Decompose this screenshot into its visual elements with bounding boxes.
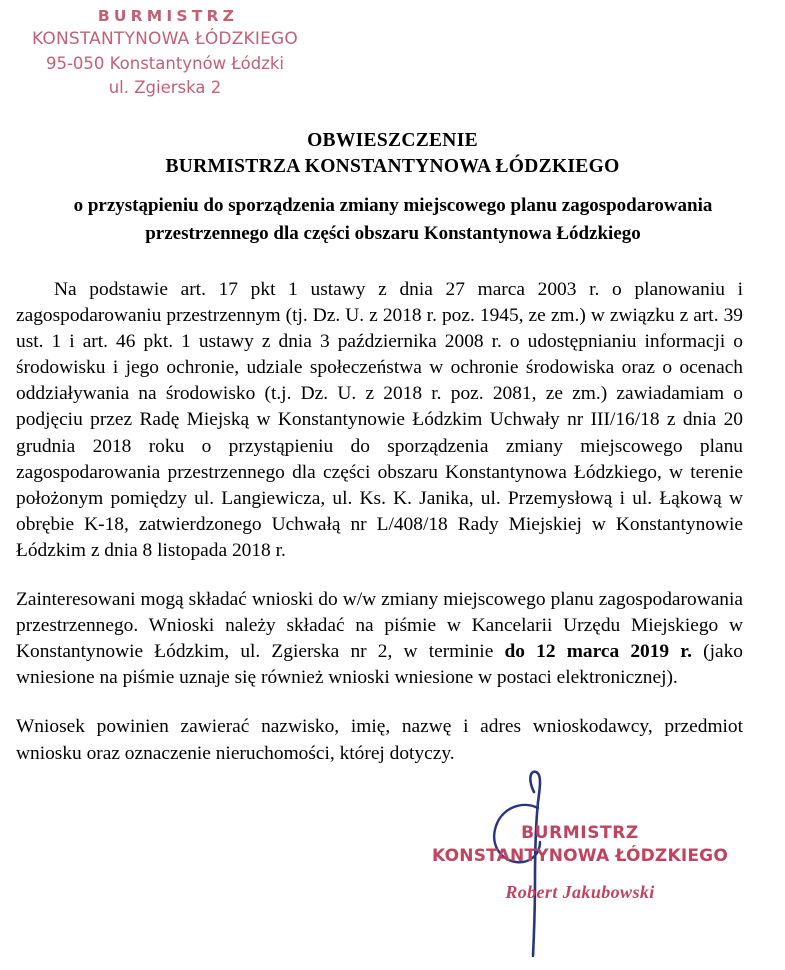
signature-stamp-burmistrz: BURMISTRZ — [521, 823, 639, 843]
deadline-date: do 12 marca 2019 r. — [504, 641, 692, 663]
paragraph-legal-basis-text: Na podstawie art. 17 pkt 1 ustawy z dnia 27 marca 2003 r. o planowaniu i zagospodarowaniu przestrzennym (tj. Dz. U. z 2018 r. poz. 1945, ze zm.) w związku z art. 39 ust. 1 i art. 46 pkt. 1 ustawy z dnia 3 października 2008 r. o udostępnianiu informacji o środowisku i jego ochronie, udziale społeczeństwa w ochronie środowiska oraz o ocenach oddziaływania na środowisko (t.j. Dz. U. z 2018 r. poz. 2081, ze zm.) zawiadamiam o podjęciu przez Radę Miejską w Konstantynowie Łódzkim Uchwały nr III/16/18 z dnia 20 grudnia 2018 roku o przystąpieniu do sporządzenia zmiany miejscowego planu zagospodarowania przestrzennego dla części obszaru Konstantynowa Łódzkiego, w terenie położonym pomiędzy ul. Langiewicza, ul. Ks. K. Janika, ul. Przemysłową i ul. Łąkową w obrębie K-18, zatwierdzonego Uchwałą nr L/408/18 Rady Miejskiej w Konstantynowie Łódzkim z dnia 8 listopada 2018 r. — [16, 279, 743, 561]
stamp-title-burmistrz: BURMISTRZ — [97, 7, 239, 25]
paragraph-application-requirements — [16, 714, 743, 766]
page-subtitle — [38, 192, 748, 247]
stamp-postal-address: 95-050 Konstantynów Łódzki — [45, 53, 285, 73]
signature-block — [430, 770, 760, 967]
signature-office-stamp — [430, 822, 730, 867]
stamp-municipality: KONSTANTYNOWA ŁÓDZKIEGO — [31, 29, 299, 50]
page-title — [0, 128, 785, 179]
document-body — [16, 277, 743, 767]
paragraph-submission-text-before: Zainteresowani mogą składać wnioski do w/w zmiany miejscowego planu zagospodarowania przestrzennego. Wnioski należy składać na piśmie w Kancelarii Urzędu Miejskiego w Konstantynowie Łódzkim, ul. Zgierska nr 2, w terminie — [16, 589, 743, 663]
paragraph-submission-text-after: (jako wniesione na piśmie uznaje się również wnioski wniesione w postaci elektronicznej). — [16, 641, 743, 689]
title-line-burmistrza: BURMISTRZA KONSTANTYNOWA ŁÓDZKIEGO — [165, 155, 620, 177]
paragraph-legal-basis — [16, 277, 743, 564]
signatory-name: Robert Jakubowski — [505, 882, 655, 902]
paragraph-requirements-text: Wniosek powinien zawierać nazwisko, imię, nazwę i adres wnioskodawcy, przedmiot wniosku oraz oznaczenie nieruchomości, której dotyczy. — [16, 716, 743, 764]
header-office-stamp — [0, 6, 330, 98]
subtitle-line-1: o przystąpieniu do sporządzenia zmiany miejscowego planu zagospodarowania — [73, 195, 713, 216]
signature-stamp-municipality: KONSTANTYNOWA ŁÓDZKIEGO — [432, 846, 728, 867]
title-line-obwieszczenie: OBWIESZCZENIE — [307, 130, 478, 151]
subtitle-line-2: przestrzennego dla części obszaru Konstantynowa Łódzkiego — [145, 222, 641, 244]
stamp-street-address: ul. Zgierska 2 — [108, 77, 222, 97]
paragraph-submission-info — [16, 587, 743, 691]
